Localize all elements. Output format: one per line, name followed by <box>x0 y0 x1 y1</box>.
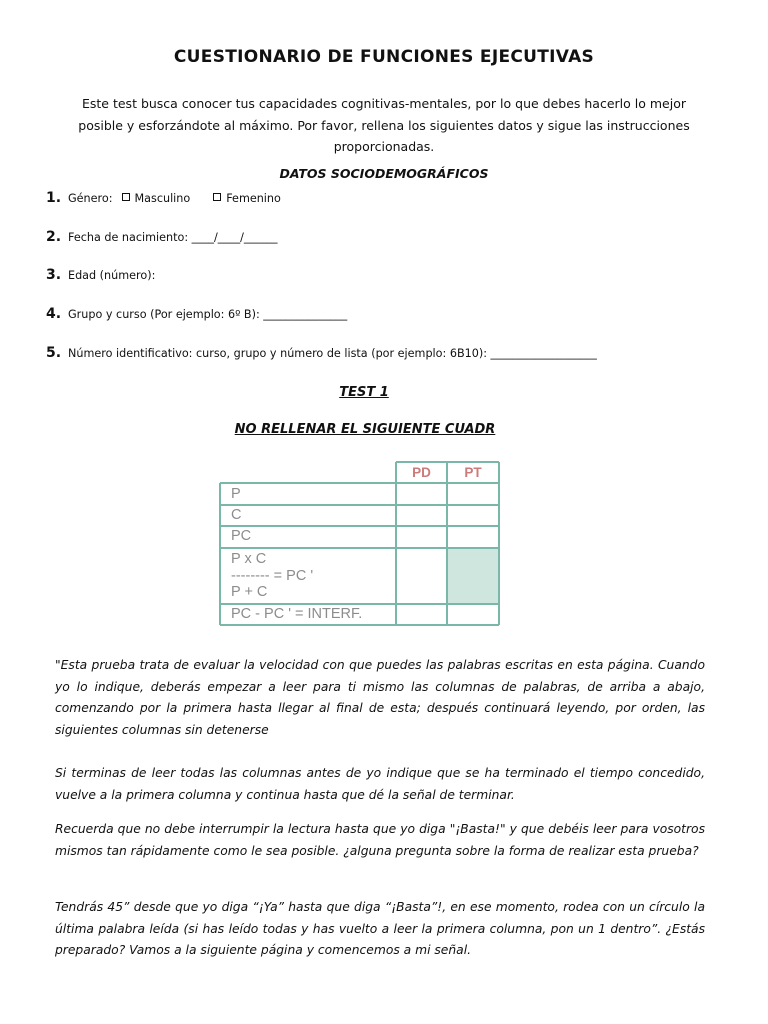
question-birthdate[interactable] <box>46 229 278 245</box>
checkbox-femenino[interactable] <box>213 193 221 201</box>
instructions-paragraph-3: Recuerda que no debe interrumpir la lectura hasta que yo diga "¡Basta!" y que debéis leer para vosotros mismos tan rápidamente como le sea posible. ¿alguna pregunta sobre la forma de realizar esta prueba? <box>55 822 705 858</box>
score-table <box>219 461 501 628</box>
header-pd: PD <box>412 465 431 480</box>
score-table-grid <box>219 461 501 628</box>
question-age[interactable] <box>46 267 155 283</box>
question-gender <box>46 190 281 206</box>
row-label-pc: PC <box>231 528 252 544</box>
row-label-p-plus-c: P + C <box>231 584 268 600</box>
page-title: CUESTIONARIO DE FUNCIONES EJECUTIVAS <box>173 47 595 67</box>
question-number: 1. <box>46 190 62 206</box>
checkbox-masculino[interactable] <box>122 193 130 201</box>
instructions-paragraph-2: Si terminas de leer todas las columnas antes de yo indique que se ha terminado el tiempo concedido, vuelve a la primera columna y continua hasta que dé la señal de terminar. <box>55 766 705 802</box>
question-number: 3. <box>46 267 62 283</box>
intro-text: Este test busca conocer tus capacidades cognitivas-mentales, por lo que debes hacerlo lo mejor posible y esforzándote al máximo. Por favor, rellena los siguientes datos y sigue las instrucciones proporcionadas. <box>78 96 690 154</box>
question-id-number[interactable] <box>46 345 597 361</box>
instructions-paragraph-4: Tendrás 45” desde que yo diga “¡Ya” hasta que diga “¡Basta”!, en ese momento, rodea con un círculo la última palabra leída (si has leído todas y has vuelto a leer la primera columna, pon un 1 dentro”. ¿Estás preparado? Vamos a la siguiente página y comencemos a mi señal. <box>55 900 705 958</box>
row-label-p: P <box>231 486 241 502</box>
test-title: TEST 1 <box>339 385 389 400</box>
option-masculino-label: Masculino <box>134 192 191 205</box>
section-title: DATOS SOCIODEMOGRÁFICOS <box>279 166 489 181</box>
question-label: Edad (número): <box>68 269 156 282</box>
question-number: 5. <box>46 345 62 361</box>
row-label-c: C <box>231 507 242 523</box>
question-number: 4. <box>46 306 62 322</box>
shaded-cell <box>447 548 499 604</box>
option-femenino-label: Femenino <box>226 192 281 205</box>
row-label-fraction: -------- = PC ' <box>231 568 314 584</box>
question-label: Grupo y curso (Por ejemplo: 6º B): _______________ <box>68 308 348 321</box>
instructions-paragraph-1: "Esta prueba trata de evaluar la velocidad con que puedes las palabras escritas en esta página. Cuando yo lo indique, deberás empezar a leer para ti mismo las columnas de palabras, de arriba a abajo, comenzando por la primera hasta llegar al final de esta; después continuará leyendo, por orden, las siguientes columnas sin detenerse <box>55 658 705 737</box>
question-label: Número identificativo: curso, grupo y número de lista (por ejemplo: 6B10): ___________________ <box>68 347 597 360</box>
question-group[interactable] <box>46 306 347 322</box>
no-fill-warning: NO RELLENAR EL SIGUIENTE CUADR <box>234 422 496 437</box>
row-label-pxc: P x C <box>231 551 267 567</box>
header-pt: PT <box>464 465 482 480</box>
row-label-interf: PC - PC ' = INTERF. <box>231 606 363 622</box>
question-label: Género: <box>68 192 113 205</box>
question-number: 2. <box>46 229 62 245</box>
question-label: Fecha de nacimiento: ____/____/______ <box>68 231 278 244</box>
